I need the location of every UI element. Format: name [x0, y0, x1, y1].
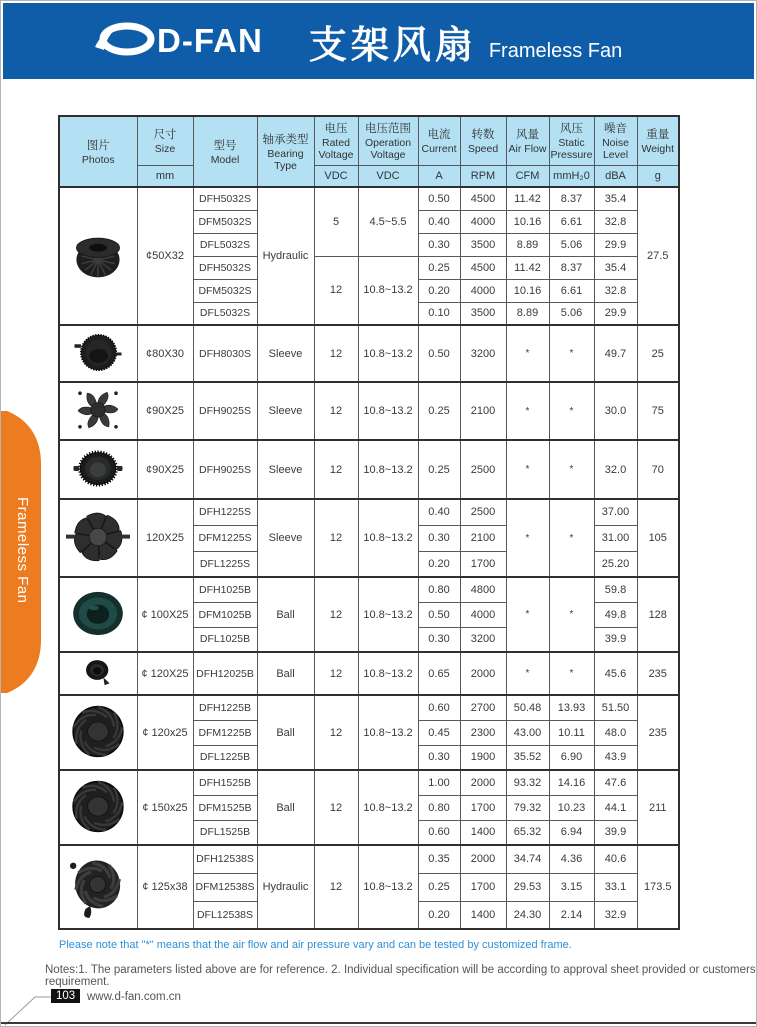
cell-airflow: *	[506, 499, 549, 577]
cell-pressure: 14.16	[549, 770, 594, 795]
table-row	[59, 440, 679, 499]
cell-weight: 70	[637, 440, 679, 499]
cell-operation-voltage: 10.8~13.2	[358, 695, 418, 770]
cell-speed: 3500	[460, 233, 506, 256]
cell-pressure: *	[549, 440, 594, 499]
column-unit-8: CFM	[506, 165, 549, 187]
spec-table-container	[58, 115, 680, 930]
column-header-zh: 电压	[324, 123, 348, 136]
column-header-3	[257, 116, 314, 187]
cell-speed: 2000	[460, 845, 506, 873]
cell-bearing: Sleeve	[257, 382, 314, 440]
column-header-en: Speed	[467, 143, 499, 156]
cell-rated-voltage: 12	[314, 845, 358, 929]
cell-speed: 2100	[460, 382, 506, 440]
column-unit-10: dBA	[594, 165, 637, 187]
cell-weight: 75	[637, 382, 679, 440]
column-header-zh: 型号	[213, 139, 237, 152]
cell-model: DFM1225S	[193, 525, 257, 551]
cell-size: ¢ 120x25	[137, 695, 193, 770]
cell-current: 0.80	[418, 795, 460, 820]
cell-airflow: *	[506, 652, 549, 695]
cell-size: ¢90X25	[137, 440, 193, 499]
cell-bearing: Ball	[257, 577, 314, 652]
cell-weight: 235	[637, 695, 679, 770]
cell-model: DFH12025B	[193, 652, 257, 695]
cell-noise: 32.9	[594, 901, 637, 929]
column-header-en: Photos	[81, 153, 115, 166]
cell-size: ¢ 125x38	[137, 845, 193, 929]
brand-text: D-FAN	[157, 22, 263, 59]
cell-model: DFH8030S	[193, 325, 257, 382]
cell-weight: 25	[637, 325, 679, 382]
cell-model: DFL1025B	[193, 627, 257, 652]
cell-model: DFH1025B	[193, 577, 257, 602]
cell-noise: 29.9	[594, 302, 637, 325]
cell-current: 0.25	[418, 256, 460, 279]
column-header-zh: 轴承类型	[262, 133, 309, 146]
cell-size: ¢50X32	[137, 187, 193, 325]
column-header-9	[549, 116, 594, 165]
cell-model: DFM1225B	[193, 720, 257, 745]
cell-pressure: 8.37	[549, 256, 594, 279]
fan-photo	[59, 845, 137, 929]
column-header-en: Current	[421, 143, 457, 156]
cell-noise: 51.50	[594, 695, 637, 720]
cell-pressure: 10.23	[549, 795, 594, 820]
cell-current: 0.10	[418, 302, 460, 325]
cell-pressure: 5.06	[549, 302, 594, 325]
cell-current: 0.30	[418, 745, 460, 770]
cell-rated-voltage: 5	[314, 187, 358, 256]
side-tab	[1, 411, 45, 693]
cell-pressure: *	[549, 325, 594, 382]
fan-photo	[59, 187, 137, 325]
cell-rated-voltage: 12	[314, 325, 358, 382]
cell-noise: 39.9	[594, 627, 637, 652]
cell-airflow: 8.89	[506, 233, 549, 256]
cell-noise: 43.9	[594, 745, 637, 770]
cell-noise: 32.8	[594, 210, 637, 233]
cell-current: 0.25	[418, 440, 460, 499]
cell-operation-voltage: 10.8~13.2	[358, 770, 418, 845]
column-unit-5: VDC	[358, 165, 418, 187]
cell-model: DFL5032S	[193, 233, 257, 256]
cell-noise: 32.0	[594, 440, 637, 499]
cell-pressure: 6.94	[549, 820, 594, 845]
cell-operation-voltage: 10.8~13.2	[358, 499, 418, 577]
cell-model: DFM12538S	[193, 873, 257, 901]
cell-model: DFH1525B	[193, 770, 257, 795]
cell-model: DFH5032S	[193, 187, 257, 210]
cell-current: 0.45	[418, 720, 460, 745]
column-header-en: Noise Level	[602, 137, 629, 162]
cell-rated-voltage: 12	[314, 440, 358, 499]
cell-current: 0.20	[418, 901, 460, 929]
cell-pressure: 3.15	[549, 873, 594, 901]
cell-pressure: 6.61	[549, 210, 594, 233]
cell-size: ¢ 100X25	[137, 577, 193, 652]
cell-rated-voltage: 12	[314, 499, 358, 577]
cell-model: DFL1525B	[193, 820, 257, 845]
cell-airflow: *	[506, 325, 549, 382]
cell-bearing: Hydraulic	[257, 187, 314, 325]
cell-size: 120X25	[137, 499, 193, 577]
fan-photo	[59, 440, 137, 499]
cell-airflow: 11.42	[506, 256, 549, 279]
column-header-zh: 转数	[471, 129, 495, 142]
cell-model: DFM5032S	[193, 210, 257, 233]
cell-noise: 35.4	[594, 187, 637, 210]
cell-model: DFH5032S	[193, 256, 257, 279]
cell-rated-voltage: 12	[314, 695, 358, 770]
cell-speed: 1400	[460, 901, 506, 929]
column-header-en: Operation Voltage	[364, 137, 412, 162]
cell-bearing: Sleeve	[257, 325, 314, 382]
cell-airflow: *	[506, 382, 549, 440]
cell-speed: 2000	[460, 652, 506, 695]
column-unit-6: A	[418, 165, 460, 187]
column-unit-4: VDC	[314, 165, 358, 187]
cell-speed: 1700	[460, 795, 506, 820]
cell-airflow: 35.52	[506, 745, 549, 770]
footer-page-number: 103	[51, 989, 80, 1003]
cell-noise: 59.8	[594, 577, 637, 602]
cell-airflow: 10.16	[506, 279, 549, 302]
cell-noise: 32.8	[594, 279, 637, 302]
cell-size: ¢ 120X25	[137, 652, 193, 695]
fan-photo	[59, 325, 137, 382]
cell-current: 0.30	[418, 627, 460, 652]
cell-weight: 173.5	[637, 845, 679, 929]
cell-weight: 105	[637, 499, 679, 577]
column-header-0	[59, 116, 137, 187]
cell-pressure: *	[549, 499, 594, 577]
cell-speed: 4000	[460, 279, 506, 302]
table-units-row	[59, 165, 679, 187]
cell-airflow: *	[506, 440, 549, 499]
cell-operation-voltage: 10.8~13.2	[358, 845, 418, 929]
cell-operation-voltage: 10.8~13.2	[358, 325, 418, 382]
bottom-rule	[1, 1022, 756, 1024]
fan-photo	[59, 499, 137, 577]
table-row	[59, 577, 679, 602]
cell-pressure: *	[549, 382, 594, 440]
cell-speed: 1900	[460, 745, 506, 770]
cell-speed: 3200	[460, 325, 506, 382]
column-header-zh: 风压	[560, 123, 583, 136]
cell-airflow: 34.74	[506, 845, 549, 873]
cell-pressure: 6.90	[549, 745, 594, 770]
cell-airflow: 79.32	[506, 795, 549, 820]
cell-operation-voltage: 10.8~13.2	[358, 382, 418, 440]
cell-speed: 1400	[460, 820, 506, 845]
header-bar	[3, 3, 754, 79]
cell-weight: 211	[637, 770, 679, 845]
fan-photo	[59, 382, 137, 440]
fan-photo	[59, 577, 137, 652]
cell-operation-voltage: 10.8~13.2	[358, 440, 418, 499]
cell-model: DFL1225S	[193, 551, 257, 577]
cell-size: ¢90X25	[137, 382, 193, 440]
cell-current: 0.25	[418, 873, 460, 901]
cell-weight: 128	[637, 577, 679, 652]
cell-airflow: 65.32	[506, 820, 549, 845]
cell-model: DFL1225B	[193, 745, 257, 770]
cell-current: 0.20	[418, 551, 460, 577]
cell-model: DFH1225B	[193, 695, 257, 720]
cell-current: 0.30	[418, 233, 460, 256]
table-row	[59, 695, 679, 720]
cell-noise: 39.9	[594, 820, 637, 845]
cell-model: DFH9025S	[193, 382, 257, 440]
cell-operation-voltage: 10.8~13.2	[358, 652, 418, 695]
table-header-row	[59, 116, 679, 165]
cell-rated-voltage: 12	[314, 652, 358, 695]
cell-weight: 27.5	[637, 187, 679, 325]
column-header-en: Weight	[641, 143, 674, 156]
cell-speed: 1700	[460, 873, 506, 901]
cell-airflow: 10.16	[506, 210, 549, 233]
brand-logo	[93, 17, 263, 66]
note-asterisk: Please note that "*" means that the air flow and air pressure vary and can be tested by customized frame.	[59, 939, 572, 951]
column-header-6	[418, 116, 460, 165]
cell-noise: 29.9	[594, 233, 637, 256]
table-row	[59, 382, 679, 440]
cell-rated-voltage: 12	[314, 382, 358, 440]
cell-current: 0.30	[418, 525, 460, 551]
cell-speed: 4800	[460, 577, 506, 602]
cell-airflow: *	[506, 577, 549, 652]
cell-speed: 2500	[460, 440, 506, 499]
column-header-zh: 重量	[646, 129, 670, 142]
page-title-en: Frameless Fan	[488, 39, 623, 62]
cell-rated-voltage: 12	[314, 577, 358, 652]
column-header-zh: 电流	[427, 129, 451, 142]
column-header-4	[314, 116, 358, 165]
cell-speed: 3500	[460, 302, 506, 325]
cell-current: 0.40	[418, 210, 460, 233]
cell-current: 0.60	[418, 695, 460, 720]
cell-current: 0.40	[418, 499, 460, 525]
page-title-zh: 支架风扇	[308, 24, 477, 67]
cell-current: 0.60	[418, 820, 460, 845]
cell-noise: 48.0	[594, 720, 637, 745]
cell-airflow: 24.30	[506, 901, 549, 929]
column-header-zh: 噪音	[604, 123, 627, 136]
cell-current: 0.35	[418, 845, 460, 873]
cell-model: DFH1225S	[193, 499, 257, 525]
table-row	[59, 845, 679, 873]
cell-speed: 1700	[460, 551, 506, 577]
cell-bearing: Sleeve	[257, 440, 314, 499]
cell-bearing: Ball	[257, 652, 314, 695]
cell-pressure: 8.37	[549, 187, 594, 210]
cell-bearing: Hydraulic	[257, 845, 314, 929]
cell-pressure: 4.36	[549, 845, 594, 873]
cell-pressure: 5.06	[549, 233, 594, 256]
column-header-zh: 电压范围	[365, 123, 411, 136]
column-header-zh: 尺寸	[153, 129, 177, 142]
column-header-en: Static Pressure	[550, 137, 593, 162]
cell-pressure: 6.61	[549, 279, 594, 302]
cell-bearing: Ball	[257, 695, 314, 770]
cell-current: 1.00	[418, 770, 460, 795]
cell-current: 0.20	[418, 279, 460, 302]
cell-model: DFH9025S	[193, 440, 257, 499]
cell-noise: 37.00	[594, 499, 637, 525]
cell-rated-voltage: 12	[314, 770, 358, 845]
cell-speed: 3200	[460, 627, 506, 652]
cell-noise: 31.00	[594, 525, 637, 551]
cell-model: DFL5032S	[193, 302, 257, 325]
cell-speed: 2300	[460, 720, 506, 745]
cell-current: 0.65	[418, 652, 460, 695]
cell-weight: 235	[637, 652, 679, 695]
fan-photo	[59, 695, 137, 770]
cell-airflow: 93.32	[506, 770, 549, 795]
cell-speed: 2100	[460, 525, 506, 551]
cell-speed: 2000	[460, 770, 506, 795]
cell-speed: 4500	[460, 187, 506, 210]
table-row	[59, 652, 679, 695]
cell-model: DFM1525B	[193, 795, 257, 820]
column-header-11	[637, 116, 679, 165]
cell-model: DFM5032S	[193, 279, 257, 302]
column-header-5	[358, 116, 418, 165]
column-header-10	[594, 116, 637, 165]
column-header-7	[460, 116, 506, 165]
fan-photo	[59, 652, 137, 695]
cell-speed: 2700	[460, 695, 506, 720]
cell-pressure: *	[549, 652, 594, 695]
cell-speed: 4000	[460, 210, 506, 233]
column-header-en: Bearing Type	[267, 147, 304, 172]
cell-airflow: 29.53	[506, 873, 549, 901]
cell-noise: 49.7	[594, 325, 637, 382]
cell-noise: 33.1	[594, 873, 637, 901]
cell-bearing: Ball	[257, 770, 314, 845]
column-unit-1: mm	[137, 165, 193, 187]
cell-noise: 35.4	[594, 256, 637, 279]
cell-pressure: 10.11	[549, 720, 594, 745]
footer-url: www.d-fan.com.cn	[87, 991, 181, 1003]
cell-operation-voltage: 10.8~13.2	[358, 256, 418, 325]
column-unit-9: mmH₂0	[549, 165, 594, 187]
column-header-2	[193, 116, 257, 187]
cell-airflow: 43.00	[506, 720, 549, 745]
cell-current: 0.80	[418, 577, 460, 602]
cell-current: 0.50	[418, 602, 460, 627]
cell-current: 0.50	[418, 325, 460, 382]
notes-reference: Notes:1. The parameters listed above are for reference. 2. Individual specification will be according to approval sheet provided or customers requirement.	[45, 964, 756, 988]
column-header-8	[506, 116, 549, 165]
cell-current: 0.25	[418, 382, 460, 440]
column-unit-7: RPM	[460, 165, 506, 187]
cell-operation-voltage: 10.8~13.2	[358, 577, 418, 652]
column-header-en: Rated Voltage	[318, 137, 354, 162]
column-header-en: Size	[154, 143, 176, 156]
table-row	[59, 187, 679, 210]
column-header-en: Air Flow	[508, 143, 547, 156]
cell-speed: 2500	[460, 499, 506, 525]
cell-pressure: *	[549, 577, 594, 652]
column-header-zh: 图片	[86, 139, 110, 152]
cell-pressure: 2.14	[549, 901, 594, 929]
column-header-1	[137, 116, 193, 165]
column-header-zh: 风量	[516, 129, 539, 142]
cell-size: ¢ 150x25	[137, 770, 193, 845]
cell-noise: 44.1	[594, 795, 637, 820]
column-unit-11: g	[637, 165, 679, 187]
cell-speed: 4000	[460, 602, 506, 627]
side-tab-label: Frameless Fan	[14, 497, 31, 604]
column-header-en: Model	[210, 153, 240, 166]
logo-swirl-icon	[93, 17, 155, 66]
table-row	[59, 325, 679, 382]
cell-model: DFH12538S	[193, 845, 257, 873]
cell-noise: 30.0	[594, 382, 637, 440]
cell-model: DFL12538S	[193, 901, 257, 929]
cell-noise: 25.20	[594, 551, 637, 577]
cell-airflow: 50.48	[506, 695, 549, 720]
table-row	[59, 770, 679, 795]
cell-noise: 40.6	[594, 845, 637, 873]
cell-current: 0.50	[418, 187, 460, 210]
cell-operation-voltage: 4.5~5.5	[358, 187, 418, 256]
cell-rated-voltage: 12	[314, 256, 358, 325]
cell-noise: 49.8	[594, 602, 637, 627]
cell-noise: 47.6	[594, 770, 637, 795]
table-row	[59, 499, 679, 525]
cell-noise: 45.6	[594, 652, 637, 695]
cell-airflow: 11.42	[506, 187, 549, 210]
cell-speed: 4500	[460, 256, 506, 279]
spec-table	[58, 115, 680, 930]
cell-airflow: 8.89	[506, 302, 549, 325]
cell-bearing: Sleeve	[257, 499, 314, 577]
cell-model: DFM1025B	[193, 602, 257, 627]
fan-photo	[59, 770, 137, 845]
cell-pressure: 13.93	[549, 695, 594, 720]
cell-size: ¢80X30	[137, 325, 193, 382]
